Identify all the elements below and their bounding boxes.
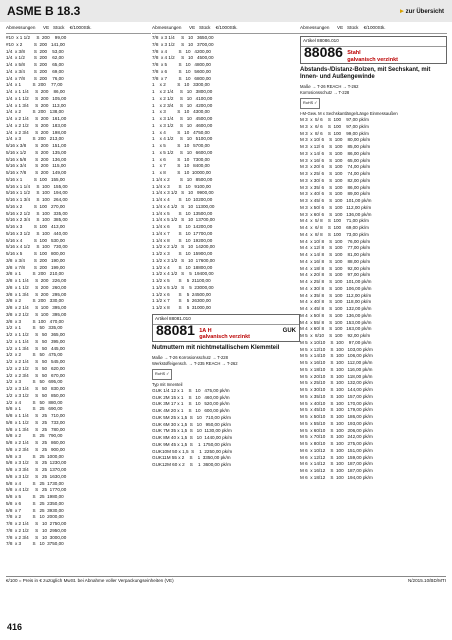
table-row: GUK11M 55 x 2 S 1 3350,00 pk/m: [152, 455, 231, 461]
article-finish: galvanisch verzinkt: [347, 56, 398, 63]
table-row: 5/16 x 3 S 100 413,00: [6, 224, 65, 229]
table-row: 5/16 x 3 1/2 S 100 440,00: [6, 230, 68, 236]
table-row: 5/8 x 4 S 25 1730,00: [6, 480, 64, 486]
table-row: M 5 x 40/10 S 100 170,00 pk/m: [300, 400, 373, 406]
table-row: M 4 x 55/ 8 S 100 153,00 pk/m: [300, 319, 372, 325]
table-row: 1/2 x 1 1/4 S 50 395,00: [6, 338, 65, 344]
table-row: 3/8 x 1 S 200 210,00: [6, 271, 64, 277]
table-row: 5/8 x 2 3/4 S 25 900,00: [6, 446, 65, 452]
column-header: Abmessungen VE Stück €/1000Stk.: [300, 25, 447, 34]
table-row: 1 1/4 x 7 S 10 17700,00: [152, 230, 213, 236]
table-row: 1 1/2 x 5 1/2 S 5 23000,00: [152, 284, 214, 290]
column-2: [152, 25, 300, 469]
table-row: 1/4 x 1 1/2 S 200 105,00: [6, 95, 67, 101]
table-row: GUK 5M 25 x 1,5 S 10 710,00 pk/m: [152, 414, 231, 420]
table-row: M 5 x 45/10 S 100 179,00 pk/m: [300, 407, 373, 413]
table-row: 1/4 x 2 S 200 138,00: [6, 109, 64, 115]
table-row: M 5 x 55/10 S 100 193,00 pk/m: [300, 420, 373, 426]
table-row: 7/8 x 5 S 10 4800,00: [152, 62, 211, 67]
table-row: 5/16 x 1 1/2 S 100 194,00: [6, 190, 68, 196]
rohs-badge: RoHS ✓: [300, 98, 320, 109]
table-row: 1 1/4 x 4 S 10 10200,00: [152, 197, 213, 202]
table-row: M 4 x 10/ 8 S 100 76,00 pk/m: [300, 238, 371, 244]
table-row: 5/16 x 5/8 S 200 136,00: [6, 156, 67, 162]
table-row: 1 1/4 x 3 1/2 S 10 9900,00: [152, 190, 214, 196]
table-row: 3/8 x 2 S 200 330,00: [6, 298, 64, 304]
table-row: M 3 x 12/ 6 S 100 85,00 pk/m: [300, 144, 371, 149]
table-row: GUK12M 60 x 2 S 1 3600,00 pk/m: [152, 462, 231, 467]
table-row: 7/8 x 6 S 10 5600,00: [152, 68, 211, 74]
table-row: M 3 x 8/ 6 S 100 99,00 pk/m: [300, 130, 369, 136]
table-row: 5/8 x 2 1/4 S 25 860,00: [6, 440, 65, 445]
table-row: GUK 4M 20 x 1 S 10 600,00 pk/m: [152, 408, 230, 413]
table-row: M 4 x 45/ 8 S 100 132,00 pk/m: [300, 306, 372, 311]
meta-line: Maße → T-26 Korrosionsschutz → T-228: [152, 355, 228, 360]
table-row: 5/16 x 7/8 S 200 149,00: [6, 170, 67, 175]
table-row: 5/8 x 1 1/2 S 25 733,00: [6, 419, 65, 425]
article-number: Artikel 88081.010: [153, 315, 299, 325]
table-row: 7/8 x 2 1/4 S 10 2750,00: [6, 521, 67, 526]
table-row: M 5 x 60/10 S 100 206,00 pk/m: [300, 427, 373, 433]
product-title: Abstands-/Distanz-Bolzen, mit Sechskant, mit Innen- und Außengewinde: [300, 67, 431, 81]
table-row: M 3 x 5/ 6 S 100 97,00 pk/m: [300, 117, 369, 122]
table-row: 5/8 x 3 S 25 1000,00: [6, 453, 64, 459]
table-rows: [300, 117, 447, 482]
table-row: 3/8 x 3/4 S 200 190,00: [6, 257, 65, 263]
article-material: Stahl: [347, 49, 361, 56]
table-row: M 4 x 16/ 8 S 100 88,00 pk/m: [300, 258, 371, 264]
type-note: Typ mit Innenteil: [152, 381, 183, 387]
table-row: 5/16 x 1 S 100 155,00: [6, 176, 65, 182]
table-row: 1 x 5 S 10 5700,00: [152, 143, 210, 148]
table-row: 1 1/4 x 5 S 10 13500,00: [152, 210, 213, 216]
table-row: 1 x 2 S 10 3300,00: [152, 82, 210, 88]
table-row: M 5 x 80/10 S 100 275,00 pk/m: [300, 441, 373, 446]
overview-link-label: zur Übersicht: [405, 9, 444, 15]
table-row: M 4 x 5/ 8 S 100 71,00 pk/m: [300, 218, 369, 224]
table-row: 5/16 x 3/8 S 200 151,00: [6, 143, 67, 148]
table-row: M 3 x 6/ 6 S 100 97,00 pk/m: [300, 123, 369, 129]
table-row: 3/8 x 7/8 S 200 199,00: [6, 264, 65, 270]
table-row: 1 1/4 x 5 1/2 S 10 13700,00: [152, 217, 215, 223]
table-row: 3/8 x 1 1/4 S 200 226,00: [6, 278, 67, 283]
table-row: 1/4 x 1 S 200 77,00: [6, 82, 63, 88]
table-row: 1/2 x 3 1/4 S 50 830,00: [6, 386, 65, 391]
page-number: 416: [7, 622, 23, 632]
table-row: M 3 x 50/ 6 S 100 112,00 pk/m: [300, 204, 372, 210]
meta-line: Werkstoffeigensch. → T-235 REACH → T-262: [152, 361, 238, 366]
table-row: 1/4 x 2 1/2 S 200 183,00: [6, 122, 67, 128]
table-row: GUK 8M 40 x 1,5 S 10 1440,00 pk/m: [152, 435, 233, 440]
table-row: 1/4 x 7/8 S 200 76,00: [6, 75, 64, 81]
table-row: 1 x 2 1/2 S 10 4100,00: [152, 95, 213, 101]
table-row: 1 1/4 x 4 1/2 S 10 11300,00: [152, 203, 215, 209]
table-row: GUK 1/4 12 x 1 S 10 475,00 pk/m: [152, 387, 230, 393]
column-header: Abmessungen VE Stück €/1000Stk.: [152, 25, 300, 34]
table-row: 5/16 x 2 1/2 S 100 335,00: [6, 210, 68, 216]
rohs-badge: RoHS ✓: [152, 369, 172, 380]
table-row: 1/2 x 4 S 50 880,00: [6, 399, 63, 405]
table-row: 5/16 x 5 S 100 800,00: [6, 251, 65, 256]
table-row: 1/4 x 5/8 S 200 65,00: [6, 62, 64, 67]
footer-note: €/100 = Preis in € zuzüglich MwSt. bei Abnahme voller Verpackungseinheiten (VE): [6, 578, 174, 583]
table-row: 3/8 x 1 3/4 S 200 295,00: [6, 291, 67, 297]
table-row: M 4 x 40/ 8 S 100 118,00 pk/m: [300, 299, 372, 305]
article-box-88081: [152, 314, 300, 342]
table-row: M 4 x 6/ 8 S 100 69,00 pk/m: [300, 225, 369, 230]
table-row: 1/4 x 3/8 S 200 53,00: [6, 48, 64, 54]
table-row: M 4 x 25/ 8 S 100 101,00 pk/m: [300, 279, 372, 284]
table-row: 1/2 x 3 1/2 S 50 850,00: [6, 392, 65, 398]
table-row: M 3 x 14/ 6 S 100 86,00 pk/m: [300, 150, 371, 156]
table-row: M 5 x 35/10 S 100 157,00 pk/m: [300, 393, 373, 399]
table-row: 1 x 4 1/2 S 10 5100,00: [152, 136, 213, 142]
table-row: M 3 x 35/ 6 S 100 86,00 pk/m: [300, 184, 371, 190]
table-row: 7/8 x 2 3/4 S 10 3000,00: [6, 534, 67, 540]
table-row: 5/8 x 1 S 25 690,00: [6, 406, 63, 412]
table-row: M 5 x 30/10 S 100 144,00 pk/m: [300, 387, 373, 392]
table-rows: [152, 35, 300, 312]
table-row: 1 x 7 S 10 8400,00: [152, 163, 210, 169]
overview-link[interactable]: [400, 7, 444, 15]
table-row: #10 x 1 1/2 S 200 99,00: [6, 35, 67, 40]
table-row: 5/8 x 4 1/2 S 25 1770,00: [6, 487, 67, 493]
grade-label: GUK: [282, 327, 296, 334]
table-row: 1 1/4 x 8 S 10 19200,00: [152, 237, 213, 243]
table-row: 5/8 x 1 3/4 S 25 780,00: [6, 426, 65, 432]
table-row: M 3 x 30/ 6 S 100 82,00 pk/m: [300, 177, 371, 183]
table-row: 1 1/2 x 3 1/2 S 10 17600,00: [152, 257, 215, 263]
table-row: 1/2 x 2 1/2 S 50 620,00: [6, 365, 65, 371]
table-row: M 4 x 20/ 8 S 100 97,00 pk/m: [300, 272, 371, 278]
table-row: 1/2 x 1 S 50 335,00: [6, 325, 63, 331]
table-row: 1 1/4 x 3 S 10 9100,00: [152, 183, 211, 189]
table-row: M 3 x 16/ 6 S 100 65,00 pk/m: [300, 157, 371, 163]
table-row: 1 x 3 1/2 S 10 4600,00: [152, 122, 213, 128]
table-row: M 3 x 25/ 6 S 100 74,00 pk/m: [300, 171, 371, 176]
table-row: 1/4 x 3/4 S 200 69,00: [6, 68, 64, 74]
table-row: 1/2 x 2 S 50 475,00: [6, 352, 63, 358]
table-row: M 5 x 18/10 S 100 116,00 pk/m: [300, 366, 373, 372]
table-row: GUK 3M 17 x 1 S 10 520,00 pk/m: [152, 401, 230, 407]
table-row: 7/8 x 2 1/2 S 10 2950,00: [6, 527, 67, 533]
table-row: M 5 x 8/10 S 100 92,00 pk/m: [300, 333, 371, 338]
table-row: GUK 2M 15 x 1 S 10 460,00 pk/m: [152, 394, 230, 400]
table-row: 1/4 x 1/2 S 200 62,00: [6, 55, 64, 61]
table-row: 7/8 x 3 S 10 3750,00: [6, 541, 64, 547]
table-row: GUK10M 50 x 1,5 S 1 2250,00 pk/m: [152, 448, 233, 454]
table-row: 1/2 x 1 3/4 S 50 445,00: [6, 345, 65, 351]
table-row: GUK 7M 35 x 1,5 S 10 1130,00 pk/m: [152, 428, 232, 434]
table-row: M 3 x 40/ 6 S 100 89,00 pk/m: [300, 191, 371, 197]
table-row: M 5 x 14/10 S 100 106,00 pk/m: [300, 353, 373, 359]
table-row: M 6 x 10/12 S 100 151,00 pk/m: [300, 447, 373, 453]
table-row: 3/8 x 1 1/2 S 200 260,00: [6, 284, 67, 290]
table-row: 3/8 x 2 1/4 S 100 395,00: [6, 305, 67, 310]
table-row: 1 x 3 S 10 4300,00: [152, 109, 210, 115]
table-row: 1 x 5 1/2 S 10 6600,00: [152, 149, 213, 155]
table-row: 5/16 x 2 3/4 S 100 385,00: [6, 217, 68, 223]
table-row: 1/2 x 1 1/2 S 50 365,00: [6, 332, 65, 337]
table-row: 1 x 2 3/4 S 10 4200,00: [152, 102, 213, 108]
footer-code: N/2015.10/BD/MTI: [407, 578, 446, 583]
table-row: 1 x 8 S 10 10000,00: [152, 170, 211, 175]
table-row: 5/8 x 2 S 25 790,00: [6, 433, 63, 439]
table-row: 5/8 x 3 1/2 S 25 1230,00: [6, 460, 67, 466]
table-row: M 6 x 18/12 S 100 194,00 pk/m: [300, 474, 373, 480]
page-header: [0, 0, 452, 22]
table-row: 7/8 x 4 1/2 S 10 4500,00: [152, 55, 214, 61]
article-spec: 1A H: [199, 327, 212, 334]
article-finish: galvanisch verzinkt: [199, 334, 250, 341]
table-row: 1 1/2 x 6 S 5 24500,00: [152, 291, 211, 297]
article-code: 88086: [304, 43, 343, 60]
table-row: 1 1/2 x 5 S 5 21100,00: [152, 278, 211, 283]
table-row: 1/2 x 3 S 50 695,00: [6, 379, 63, 385]
table-row: 5/16 x 4 S 100 530,00: [6, 237, 65, 243]
table-row: 3/8 x 2 1/2 S 100 395,00: [6, 311, 67, 317]
table-row: 5/8 x 3 3/4 S 25 1370,00: [6, 467, 67, 472]
table-row: 1/4 x 2 1/4 S 200 161,00: [6, 116, 67, 121]
table-row: 1/2 x 2 1/4 S 50 545,00: [6, 359, 65, 364]
table-row: 1/4 x 3 S 200 213,00: [6, 136, 64, 142]
table-row: M 5 x 10/10 S 100 97,00 pk/m: [300, 339, 372, 345]
chevron-right-icon: ▸: [400, 8, 404, 15]
table-row: 7/8 x 2 S 10 2000,00: [6, 514, 64, 520]
footer: [6, 576, 446, 583]
table-row: M 5 x 20/10 S 100 118,00 pk/m: [300, 373, 373, 379]
table-row: 5/16 x 4 1/2 S 100 730,00: [6, 244, 68, 250]
column-1: [6, 25, 151, 548]
table-row: 3/8 x 3 S 100 470,00: [6, 318, 64, 324]
table-row: M 3 x 60/ 6 S 100 136,00 pk/m: [300, 211, 372, 217]
table-row: 7/8 x 4 S 10 4200,00: [152, 48, 211, 54]
table-row: M 4 x 18/ 8 S 100 92,00 pk/m: [300, 265, 371, 271]
table-row: 1 x 6 S 10 7300,00: [152, 156, 210, 162]
table-row: 1 1/4 x 6 S 10 14200,00: [152, 224, 213, 229]
table-row: 5/16 x 3/4 S 200 115,00: [6, 163, 66, 169]
table-row: M 6 x 16/12 S 100 187,00 pk/m: [300, 468, 373, 473]
table-row: GUK 9M 45 x 1,5 S 1 1750,00 pk/m: [152, 441, 231, 447]
table-row: M 3 x 20/ 6 S 100 74,00 pk/m: [300, 164, 371, 170]
table-row: 1 1/2 x 4 1/2 S 5 19400,00: [152, 271, 214, 277]
table-row: 5/16 x 1 3/4 S 100 264,00: [6, 197, 68, 202]
table-row: M 5 x 12/10 S 100 103,00 pk/m: [300, 346, 373, 352]
table-row: 1 x 4 S 10 4750,00: [152, 129, 210, 135]
table-row: M 5 x 16/10 S 100 112,00 pk/m: [300, 360, 373, 365]
table-rows: [152, 388, 300, 469]
column-3: [300, 25, 447, 482]
table-row: M 4 x 50/ 8 S 100 136,00 pk/m: [300, 312, 372, 318]
column-header: Abmessungen VE Stück €/1000Stk.: [6, 25, 151, 34]
table-row: 5/8 x 5 S 25 1980,00: [6, 494, 64, 499]
table-row: 7/8 x 3 1/2 S 10 3700,00: [152, 41, 214, 47]
table-row: 1 1/4 x 2 S 10 8500,00: [152, 176, 213, 182]
table-row: 5/16 x 1 1/4 S 100 155,00: [6, 183, 68, 189]
table-row: 7/8 x 7 S 10 6800,00: [152, 75, 211, 81]
table-row: 1 x 2 1/4 S 10 3800,00: [152, 89, 213, 94]
meta-line: Korrosionsschutz → T-228: [300, 90, 350, 96]
table-row: M 6 x 14/12 S 100 187,00 pk/m: [300, 461, 373, 467]
table-row: M 4 x 14/ 8 S 100 81,00 pk/m: [300, 252, 371, 257]
article-box-88086: [300, 36, 447, 64]
table-row: 7/8 x 3 1/4 S 10 3650,00: [152, 35, 214, 40]
table-row: 1/2 x 2 3/4 S 50 670,00: [6, 372, 65, 378]
table-row: M 4 x 12/ 8 S 100 77,00 pk/m: [300, 245, 371, 251]
table-row: M 6 x 12/12 S 100 159,00 pk/m: [300, 454, 373, 460]
table-row: 1 1/2 x 2 1/2 S 10 14200,00: [152, 244, 215, 250]
dimension-note: I-M-Gew. M x Sechskantlänge/Länge Einmessaußen: [300, 111, 398, 116]
table-row: M 3 x 10/ 6 S 100 80,00 pk/m: [300, 137, 371, 143]
table-row: GUK 6M 30 x 1,5 S 10 950,00 pk/m: [152, 421, 231, 427]
table-row: 5/8 x 6 S 25 2350,00: [6, 500, 64, 506]
table-row: M 4 x 8/ 8 S 100 73,00 pk/m: [300, 231, 369, 237]
article-number: Artikel 88086.010: [301, 37, 446, 47]
meta-line: Maße → T-26 REACH → T-262: [300, 84, 359, 90]
product-title: Nutmuttern mit nichtmetallischem Klemmteil: [152, 345, 280, 351]
table-row: 1/4 x 1 3/4 S 200 113,00: [6, 102, 66, 108]
table-row: #10 x 2 S 200 141,00: [6, 41, 65, 47]
table-row: M 4 x 30/ 8 S 100 106,00 pk/m: [300, 285, 372, 291]
table-row: 5/16 x 1/2 S 200 135,00: [6, 149, 67, 155]
table-row: 1 1/2 x 8 S 5 31000,00: [152, 305, 211, 310]
table-row: M 5 x 70/10 S 100 242,00 pk/m: [300, 434, 373, 440]
table-row: 5/8 x 1 1/4 S 25 710,00: [6, 413, 65, 418]
table-rows: [6, 35, 151, 548]
table-row: 5/16 x 2 S 100 270,00: [6, 203, 65, 209]
table-row: M 3 x 45/ 6 S 100 101,00 pk/m: [300, 198, 372, 203]
table-row: 1 x 3 1/4 S 10 4500,00: [152, 116, 213, 121]
table-row: M 5 x 50/10 S 100 186,00 pk/m: [300, 414, 373, 419]
article-code: 88081: [156, 321, 195, 338]
table-row: 1 1/2 x 3 S 10 15900,00: [152, 251, 213, 256]
table-row: 5/8 x 3 1/2 S 25 1630,00: [6, 473, 67, 479]
table-row: 1/4 x 1 1/4 S 200 86,00: [6, 89, 65, 94]
table-row: 1 1/2 x 7 S 5 26300,00: [152, 298, 211, 304]
table-row: M 5 x 25/10 S 100 132,00 pk/m: [300, 380, 373, 386]
table-row: M 4 x 60/ 8 S 100 163,00 pk/m: [300, 326, 372, 332]
table-row: 1 1/2 x 4 S 10 18800,00: [152, 264, 213, 270]
table-row: 5/8 x 7 S 25 3930,00: [6, 507, 64, 513]
page-title: ASME B 18.3: [7, 4, 81, 18]
table-row: 1/4 x 2 3/4 S 200 198,00: [6, 129, 67, 135]
table-row: M 4 x 35/ 8 S 100 112,00 pk/m: [300, 292, 372, 298]
